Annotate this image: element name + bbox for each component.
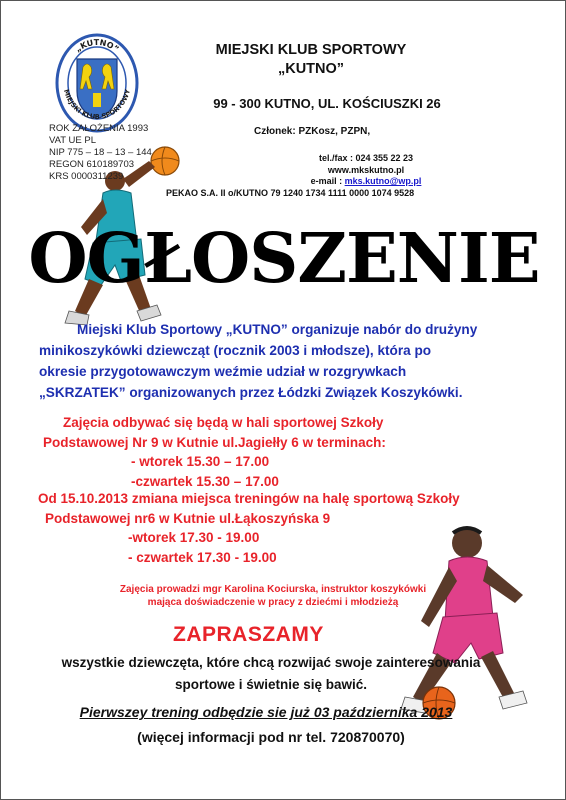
contact-block <box>166 153 531 199</box>
phone-fax: tel./fax : 024 355 22 23 <box>318 153 414 163</box>
email-line <box>201 176 531 188</box>
email-prefix: e-mail : <box>310 176 345 186</box>
invitation-line: wszystkie dziewczęta, które chcą rozwijać swoje zainteresowania <box>61 655 481 670</box>
intro-line: okresie przygotowawczym weźmie udział w rozgrywkach <box>39 364 407 379</box>
club-name-line2: „KUTNO” <box>277 61 345 77</box>
founding-year: ROK ZAŁOŻENIA 1993 <box>49 123 149 134</box>
first-training-date: Pierwszey trening odbędzie sie już 03 października 2013 <box>79 704 453 720</box>
club-crest-logo <box>55 31 139 135</box>
crest-ring-text-top: „KUTNO” <box>73 37 121 54</box>
invitation-text <box>21 652 521 696</box>
invitation-line: sportowe i świetnie się bawić. <box>174 677 368 692</box>
intro-line: Miejski Klub Sportowy „KUTNO” organizuje nabór do drużyny <box>77 322 478 337</box>
schedule-tuesday: -wtorek 17.30 - 19.00 <box>128 530 260 545</box>
membership-info: Członek: PZKosz, PZPN, <box>254 126 371 137</box>
schedule-line: Podstawowej nr6 w Kutnie ul.Łąkoszyńska 9 <box>45 510 331 526</box>
intro-line: „SKRZATEK” organizowanych przez Łódzki Związek Koszykówki. <box>39 385 463 400</box>
intro-paragraph <box>31 319 551 403</box>
club-name-line1: MIEJSKI KLUB SPORTOWY <box>215 42 407 58</box>
club-address: 99 - 300 KUTNO, UL. KOŚCIUSZKI 26 <box>213 96 441 111</box>
nip-number: NIP 775 – 18 – 13 – 144 <box>49 147 152 158</box>
krs-number: KRS 0000311239 <box>49 171 124 182</box>
schedule-line: Od 15.10.2013 zmiana miejsca treningów na halę sportową Szkoły <box>38 491 460 506</box>
invitation-heading: ZAPRASZAMY <box>173 623 324 646</box>
vat-info: VAT UE PL <box>49 135 96 146</box>
instructor-line: mająca doświadczenie w pracy z dziećmi i młodzieżą <box>147 597 399 608</box>
crest-ring-text-bottom: MIEJSKI KLUB SPORTOWY <box>61 88 132 122</box>
announcement-title: OGŁOSZENIE <box>28 219 540 299</box>
schedule-thursday: -czwartek 15.30 – 17.00 <box>131 473 279 489</box>
bank-account: PEKAO S.A. II o/KUTNO 79 1240 1734 1111 0000 1074 9528 <box>166 187 415 198</box>
intro-line: minikoszykówki dziewcząt (rocznik 2003 i młodsze), która po <box>39 343 432 358</box>
schedule-tuesday: - wtorek 15.30 – 17.00 <box>131 454 270 469</box>
registration-info <box>49 123 152 183</box>
more-info-phone: (więcej informacji pod nr tel. 720870070) <box>137 729 405 745</box>
email-link[interactable]: mks.kutno@wp.pl <box>344 176 422 186</box>
club-name <box>151 41 471 79</box>
schedule-school-9 <box>43 413 543 491</box>
website: www.mkskutno.pl <box>327 164 405 175</box>
schedule-line: Zajęcia odbywać się będą w hali sportowej Szkoły <box>63 415 384 430</box>
schedule-line: Podstawowej Nr 9 w Kutnie ul.Jagiełły 6 w terminach: <box>43 434 386 450</box>
regon-number: REGON 610189703 <box>49 159 135 170</box>
instructor-line: Zajęcia prowadzi mgr Karolina Kociurska, instruktor koszykówki <box>119 584 427 595</box>
schedule-thursday: - czwartek 17.30 - 19.00 <box>128 549 277 565</box>
